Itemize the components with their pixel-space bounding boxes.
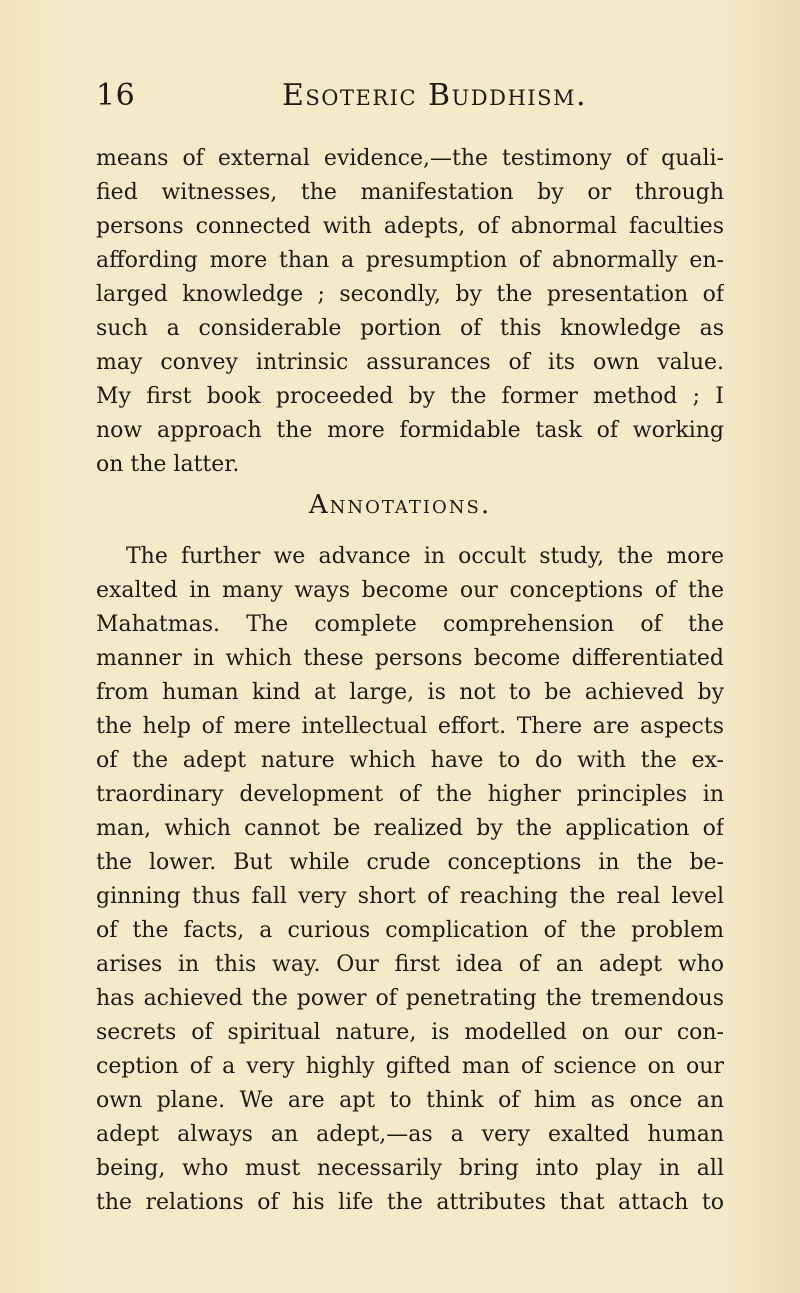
- text-line: manner in which these persons become differentiated: [96, 646, 724, 671]
- text-line: exalted in many ways become our conceptions of the: [96, 578, 724, 603]
- text-line: may convey intrinsic assurances of its own value.: [96, 350, 724, 375]
- text-line: such a considerable portion of this knowledge as: [96, 316, 724, 341]
- text-line: has achieved the power of penetrating the tremendous: [96, 986, 724, 1011]
- text-line: of the adept nature which have to do with the ex-: [96, 748, 724, 773]
- text-line: The further we advance in occult study, the more: [126, 544, 724, 569]
- text-line: arises in this way. Our first idea of an adept who: [96, 952, 724, 977]
- text-line: ginning thus fall very short of reaching the real level: [96, 884, 724, 909]
- text-line: affording more than a presumption of abnormally en-: [96, 248, 724, 273]
- text-line: secrets of spiritual nature, is modelled on our con-: [96, 1020, 724, 1045]
- text-line: the lower. But while crude conceptions in the be-: [96, 850, 724, 875]
- text-line: ception of a very highly gifted man of science on our: [96, 1054, 724, 1079]
- text-line: adept always an adept,—as a very exalted human: [96, 1122, 724, 1147]
- text-line: own plane. We are apt to think of him as once an: [96, 1088, 724, 1113]
- text-line: the help of mere intellectual effort. There are aspects: [96, 714, 724, 739]
- text-line: traordinary development of the higher principles in: [96, 782, 724, 807]
- text-line: now approach the more formidable task of working: [96, 418, 724, 443]
- text-line: the relations of his life the attributes that attach to: [96, 1190, 724, 1215]
- text-line: of the facts, a curious complication of the problem: [96, 918, 724, 943]
- text-line: on the latter.: [96, 452, 240, 477]
- text-line: larged knowledge ; secondly, by the presentation of: [96, 282, 724, 307]
- text-line: man, which cannot be realized by the application of: [96, 816, 724, 841]
- text-line: being, who must necessarily bring into play in all: [96, 1156, 724, 1181]
- text-line: fied witnesses, the manifestation by or through: [96, 180, 724, 205]
- text-line: means of external evidence,—the testimony of quali-: [96, 146, 724, 171]
- text-line: from human kind at large, is not to be achieved by: [96, 680, 724, 705]
- page-number: 16: [96, 78, 136, 113]
- text-line: My first book proceeded by the former method ; I: [96, 384, 724, 409]
- text-line: Mahatmas. The complete comprehension of the: [96, 612, 724, 637]
- section-heading: Annotations.: [308, 490, 492, 520]
- running-head: [96, 78, 724, 122]
- text-line: persons connected with adepts, of abnormal faculties: [96, 214, 724, 239]
- running-title: Esoteric Buddhism.: [282, 78, 588, 113]
